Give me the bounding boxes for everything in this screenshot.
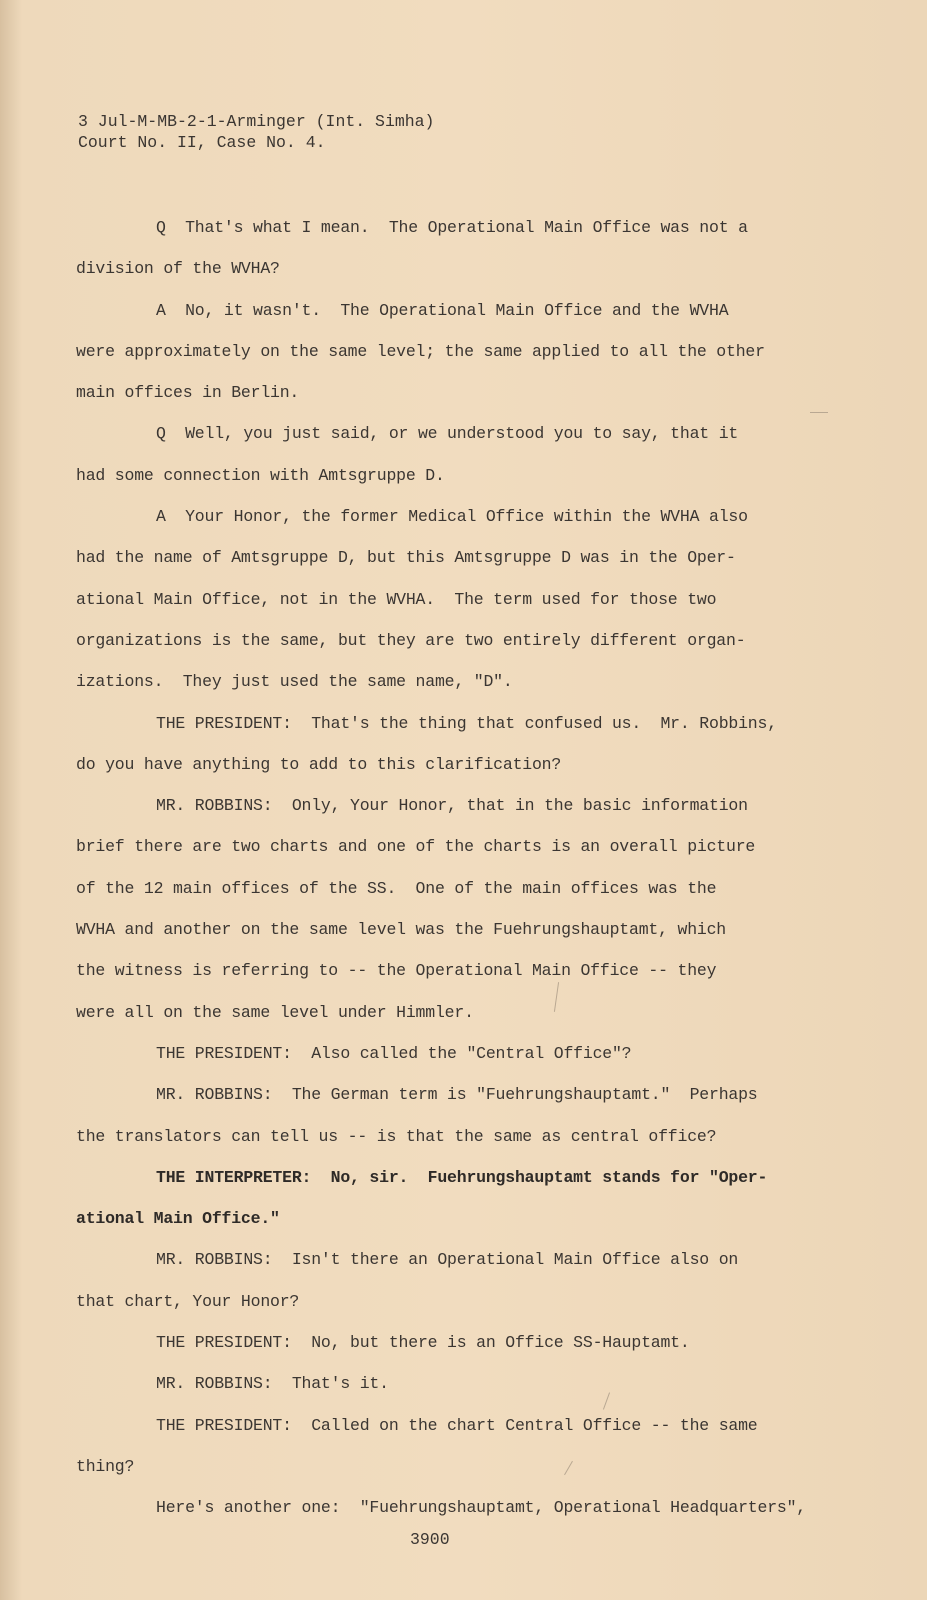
transcript-line: of the 12 main offices of the SS. One of the main offices was the — [76, 878, 717, 898]
transcript-line: THE PRESIDENT: That's the thing that confused us. Mr. Robbins, — [156, 713, 777, 733]
transcript-line: MR. ROBBINS: Isn't there an Operational Main Office also on — [156, 1250, 739, 1270]
transcript-line: had the name of Amtsgruppe D, but this Amtsgruppe D was in the Oper- — [76, 548, 736, 568]
transcript-line: A No, it wasn't. The Operational Main Office and the WVHA — [156, 300, 729, 320]
transcript-line: Here's another one: "Fuehrungshauptamt, Operational Headquarters", — [156, 1498, 807, 1518]
transcript-line: were approximately on the same level; the same applied to all the other — [76, 341, 765, 361]
header — [78, 111, 434, 153]
transcript-line: MR. ROBBINS: Only, Your Honor, that in the basic information — [156, 796, 748, 816]
transcript-line: MR. ROBBINS: That's it. — [156, 1374, 389, 1394]
transcript-line: the witness is referring to -- the Operational Main Office -- they — [76, 961, 717, 981]
transcript-line: main offices in Berlin. — [76, 383, 300, 403]
transcript-line: WVHA and another on the same level was the Fuehrungshauptamt, which — [76, 920, 727, 940]
transcript-line: do you have anything to add to this clarification? — [76, 754, 562, 774]
transcript-line: had some connection with Amtsgruppe D. — [76, 465, 445, 485]
transcript-line: organizations is the same, but they are two entirely different organ- — [76, 630, 746, 650]
page-number: 3900 — [410, 1530, 450, 1549]
transcript-line: division of the WVHA? — [76, 259, 280, 279]
transcript-line: the translators can tell us -- is that the same as central office? — [76, 1126, 717, 1146]
transcript-line: thing? — [76, 1456, 135, 1476]
transcript-line: THE PRESIDENT: Called on the chart Central Office -- the same — [156, 1415, 758, 1435]
transcript-line: THE INTERPRETER: No, sir. Fuehrungshauptamt stands for "Oper- — [156, 1167, 768, 1187]
pencil-mark — [810, 412, 828, 413]
transcript-line: Q Well, you just said, or we understood you to say, that it — [156, 424, 739, 444]
header-line-2: Court No. II, Case No. 4. — [78, 133, 326, 152]
transcript-line: A Your Honor, the former Medical Office within the WVHA also — [156, 507, 748, 527]
transcript-line: izations. They just used the same name, "D". — [76, 672, 513, 692]
transcript-line: THE PRESIDENT: Also called the "Central Office"? — [156, 1043, 632, 1063]
transcript-line: ational Main Office, not in the WVHA. The term used for those two — [76, 589, 717, 609]
header-line-1: 3 Jul-M-MB-2-1-Arminger (Int. Simha) — [78, 112, 435, 131]
transcript-line: ational Main Office." — [76, 1209, 280, 1229]
transcript-line: Q That's what I mean. The Operational Main Office was not a — [156, 218, 748, 237]
transcript-line: brief there are two charts and one of the charts is an overall picture — [76, 837, 756, 857]
transcript-body — [76, 207, 806, 1529]
transcript-line: MR. ROBBINS: The German term is "Fuehrungshauptamt." Perhaps — [156, 1085, 758, 1105]
transcript-line: that chart, Your Honor? — [76, 1291, 300, 1311]
transcript-line: were all on the same level under Himmler. — [76, 1002, 474, 1022]
transcript-line: THE PRESIDENT: No, but there is an Office SS-Hauptamt. — [156, 1333, 690, 1353]
